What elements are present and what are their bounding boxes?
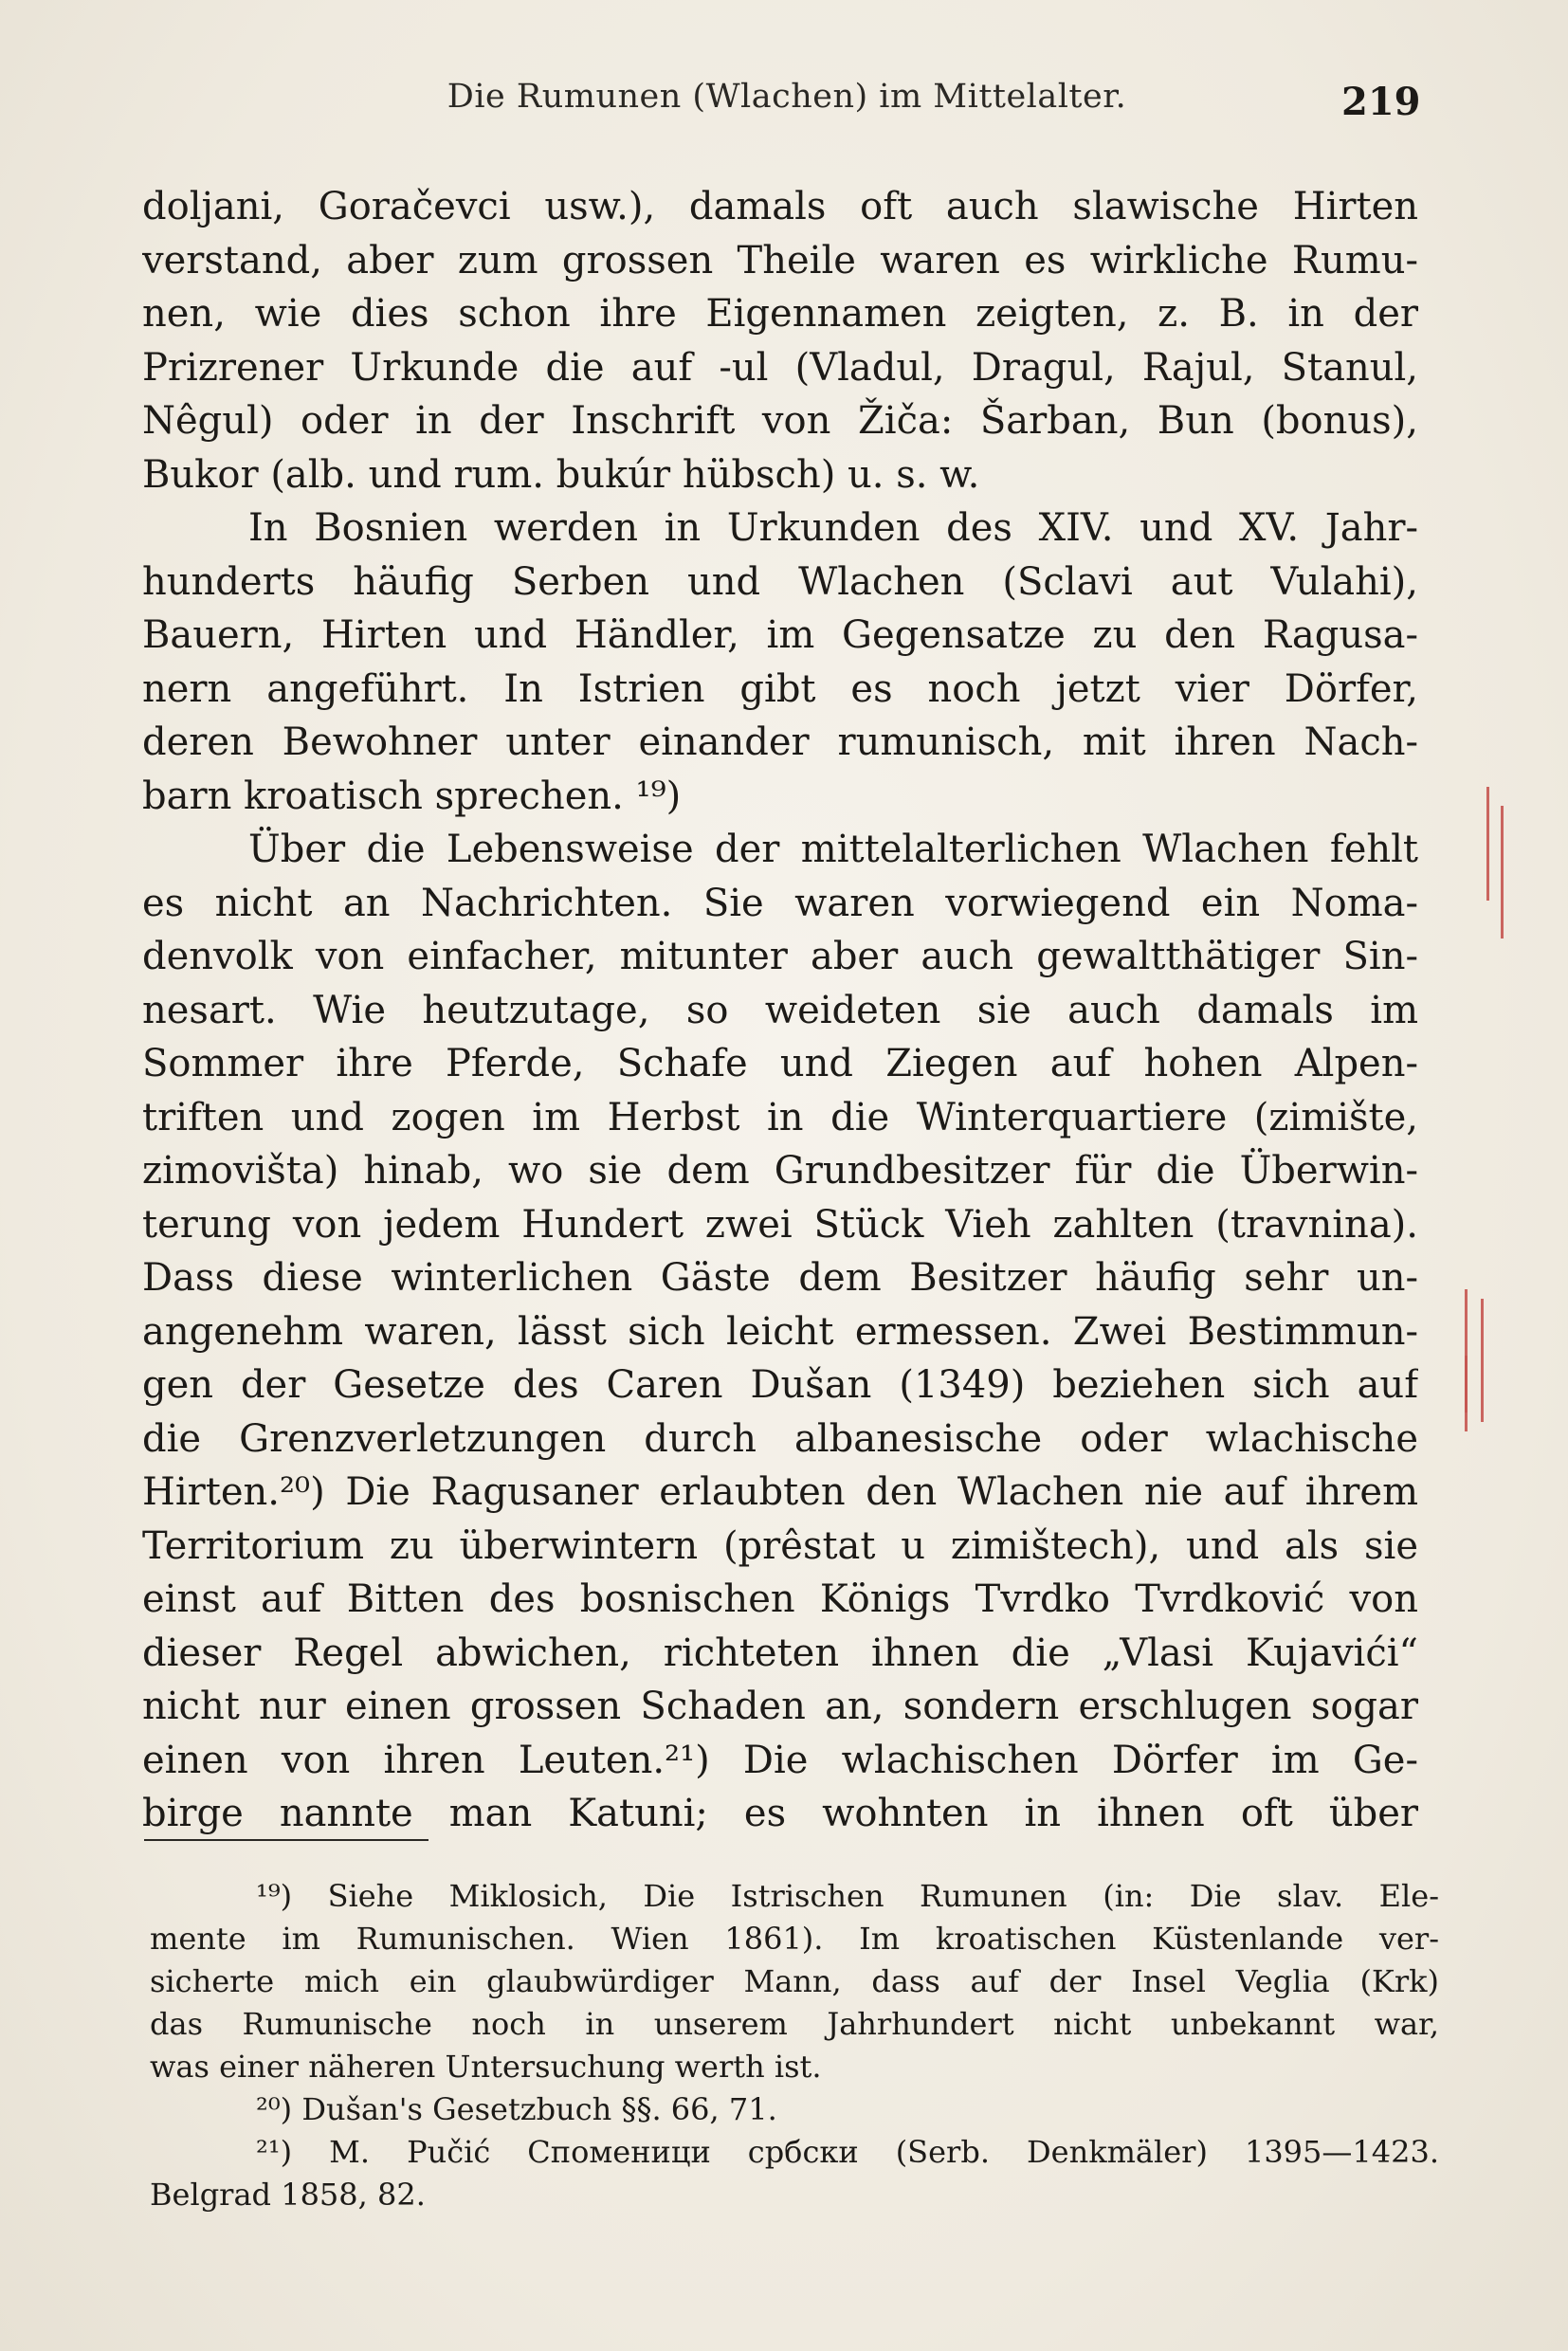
footnotes	[150, 1875, 1439, 2216]
text-line: Bauern, Hirten und Händler, im Gegensatze zu den Ragusa-	[142, 613, 1418, 657]
footnote-line: ¹⁹) Siehe Miklosich, Die Istrischen Rumunen (in: Die slav. Ele-	[256, 1878, 1439, 1914]
text-line: Prizrener Urkunde die auf -ul (Vladul, Dragul, Rajul, Stanul,	[142, 345, 1418, 390]
footnote-line: ²¹) M. Pučić Споменици србски (Serb. Denkmäler) 1395—1423.	[256, 2134, 1439, 2170]
footnote-line: was einer näheren Untersuchung werth ist.	[150, 2049, 822, 2085]
text-line: Bukor (alb. und rum. bukúr hübsch) u. s. w.	[142, 452, 980, 497]
text-line: es nicht an Nachrichten. Sie waren vorwiegend ein Noma-	[142, 881, 1418, 925]
footnote-line: sicherte mich ein glaubwürdiger Mann, dass auf der Insel Veglia (Krk)	[150, 1963, 1439, 1999]
margin-mark	[1465, 1356, 1468, 1412]
text-line: birge nannte man Katuni; es wohnten in ihnen oft über	[142, 1792, 1418, 1835]
text-line: nern angeführt. In Istrien gibt es noch jetzt vier Dörfer,	[142, 666, 1418, 711]
footnote-line: Belgrad 1858, 82.	[150, 2177, 426, 2213]
text-line: nesart. Wie heutzutage, so weideten sie auch damals im	[142, 988, 1418, 1032]
text-line: barn kroatisch sprechen. ¹⁹)	[142, 774, 682, 818]
text-line: nicht nur einen grossen Schaden an, sondern erschlugen sogar	[142, 1685, 1418, 1728]
text-line: dieser Regel abwichen, richteten ihnen die „Vlasi Kujavići“	[142, 1631, 1418, 1675]
margin-mark	[1486, 787, 1489, 901]
main-text	[142, 180, 1418, 1841]
text-line: einst auf Bitten des bosnischen Königs Tvrdko Tvrdković von	[142, 1577, 1418, 1621]
text-line: Hirten.²⁰) Die Ragusaner erlaubten den Wlachen nie auf ihrem	[142, 1470, 1418, 1514]
text-line: die Grenzverletzungen durch albanesische oder wlachische	[142, 1416, 1418, 1461]
text-line: gen der Gesetze des Caren Dušan (1349) beziehen sich auf	[142, 1363, 1418, 1407]
text-line: hunderts häufig Serben und Wlachen (Sclavi aut Vulahi),	[142, 559, 1418, 604]
footnote-line: ²⁰) Dušan's Gesetzbuch §§. 66, 71.	[256, 2091, 777, 2127]
text-line: verstand, aber zum grossen Theile waren es wirkliche Rumu-	[142, 238, 1418, 282]
text-line: Territorium zu überwintern (prêstat u zimištech), und als sie	[142, 1523, 1418, 1568]
text-line: denvolk von einfacher, mitunter aber auch gewaltthätiger Sin-	[142, 935, 1418, 978]
text-line: deren Bewohner unter einander rumunisch, mit ihren Nach-	[142, 720, 1418, 764]
text-line: In Bosnien werden in Urkunden des XIV. und XV. Jahr-	[248, 506, 1418, 550]
footnote-rule	[144, 1839, 428, 1841]
text-line: Sommer ihre Pferde, Schafe und Ziegen auf hohen Alpen-	[142, 1042, 1418, 1085]
footnote-line: das Rumunische noch in unserem Jahrhundert nicht unbekannt war,	[150, 2006, 1439, 2042]
margin-mark	[1481, 1299, 1484, 1422]
text-line: zimovišta) hinab, wo sie dem Grundbesitzer für die Überwin-	[142, 1149, 1418, 1193]
page-number: 219	[1341, 80, 1421, 124]
text-line: terung von jedem Hundert zwei Stück Vieh zahlten (travnina).	[142, 1202, 1418, 1247]
running-title: Die Rumunen (Wlachen) im Mittelalter.	[447, 78, 1127, 116]
text-line: einen von ihren Leuten.²¹) Die wlachischen Dörfer im Ge-	[142, 1738, 1418, 1782]
text-line: triften und zogen im Herbst in die Winterquartiere (zimište,	[142, 1095, 1418, 1139]
text-line: Nêgul) oder in der Inschrift von Žiča: Šarban, Bun (bonus),	[142, 399, 1418, 443]
text-line: Dass diese winterlichen Gäste dem Besitzer häufig sehr un-	[142, 1256, 1418, 1300]
footnote-line: mente im Rumunischen. Wien 1861). Im kroatischen Küstenlande ver-	[150, 1921, 1439, 1957]
text-line: angenehm waren, lässt sich leicht ermessen. Zwei Bestimmun-	[142, 1309, 1418, 1354]
text-line: Über die Lebensweise der mittelalterlichen Wlachen fehlt	[248, 828, 1418, 871]
text-line: doljani, Goračevci usw.), damals oft auch slawische Hirten	[142, 185, 1418, 228]
text-line: nen, wie dies schon ihre Eigennamen zeigten, z. B. in der	[142, 292, 1418, 336]
margin-mark	[1501, 806, 1504, 939]
